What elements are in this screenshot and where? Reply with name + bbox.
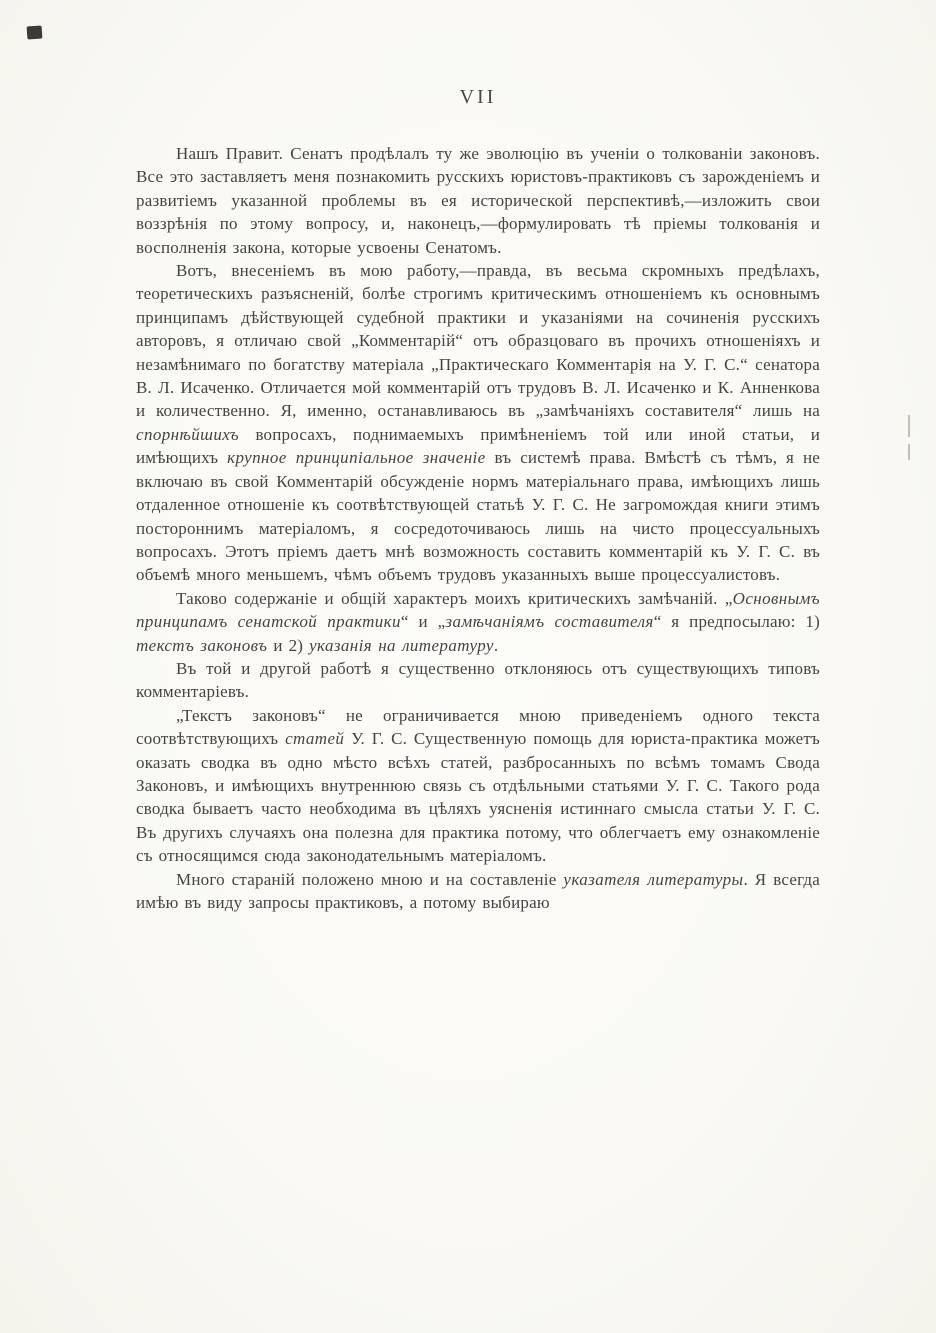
text-run: . Я всегда имѣю въ виду запросы практиковъ, а потому выбираю	[136, 869, 821, 912]
body-text	[136, 142, 820, 914]
text-run-italic: статей	[285, 729, 345, 749]
text-run: “ я предпосылаю: 1)	[653, 612, 820, 632]
text-run: и 2)	[267, 635, 310, 655]
paragraph	[136, 868, 820, 915]
page-number: VII	[459, 86, 497, 108]
paragraph	[136, 657, 820, 704]
text-run: Вотъ, внесеніемъ въ мою работу,—правда, въ весьма скромныхъ предѣлахъ, теоретическихъ разъясненій, болѣе строгимъ критическимъ отношеніемъ къ основнымъ принципамъ дѣйствующей судебной практики и указаніями на сочиненія русскихъ авторовъ, я отличаю свой „Комментарій“ отъ образцоваго въ прочихъ отношеніяхъ и незамѣнимаго по богатству матеріала „Практическаго Комментарія на У. Г. С.“ сенатора В. Л. Исаченко. Отличается мой комментарій отъ трудовъ В. Л. Исаченко и К. Анненкова и количественно. Я, именно, останавливаюсь въ „замѣчаніяхъ составителя“ лишь на	[136, 261, 820, 421]
text-run: въ системѣ права. Вмѣстѣ съ тѣмъ, я не включаю въ свой Комментарій обсужденіе нормъ матеріальнаго права, имѣющихъ лишь отдаленное отношеніе къ соотвѣтствующей статьѣ У. Г. С. Не загромождая книги этимъ постороннимъ матеріаломъ, я сосредоточиваюсь лишь на чисто процессуальныхъ вопросахъ. Этотъ пріемъ даетъ мнѣ возможность составить комментарій къ У. Г. С. въ объемѣ много меньшемъ, чѣмъ объемъ трудовъ указанныхъ выше процессуалистовъ.	[136, 448, 820, 585]
text-run: „Текстъ законовъ“ не ограничивается мною приведеніемъ одного текста соотвѣтствующихъ	[136, 705, 820, 749]
text-run-italic: замѣчаніямъ составителя	[445, 612, 654, 632]
text-run-italic: крупное принципіальное значеніе	[227, 448, 486, 468]
text-run: Въ той и другой работѣ я существенно отклоняюсь отъ существующихъ типовъ комментаріевъ.	[136, 658, 820, 702]
text-run: вопросахъ, поднимаемыхъ примѣненіемъ той или иной статьи, и имѣющихъ	[136, 424, 820, 468]
text-run: Таково содержаніе и общій характеръ моихъ критическихъ замѣчаній. „	[176, 588, 733, 608]
text-run-italic: спорнѣйшихъ	[136, 424, 239, 444]
text-run: “ и „	[400, 612, 446, 632]
text-run-italic: текстъ законовъ	[136, 635, 268, 655]
scan-artifact-blot	[27, 25, 43, 39]
text-run: Нашъ Правит. Сенатъ продѣлалъ ту же эволюцію въ ученіи о толкованіи законовъ. Все это заставляетъ меня познакомить русскихъ юристовъ-практиковъ съ зарожденіемъ и развитіемъ указанной проблемы въ ея исторической перспективѣ,—изложить свои воззрѣнія по этому вопросу, и, наконецъ,—формулировать тѣ пріемы толкованія и восполненія закона, которые усвоены Сенатомъ.	[136, 144, 820, 257]
scan-artifact-edge-mark	[908, 415, 910, 437]
scan-artifact-edge-mark	[908, 444, 910, 460]
paragraph	[136, 587, 820, 657]
text-run-italic: указанія на литературу	[309, 635, 494, 655]
text-run: .	[493, 635, 499, 655]
text-run: У. Г. С. Существенную помощь для юриста-практика можетъ оказать сводка въ одно мѣсто всѣхъ статей, разбросанныхъ по всѣмъ томамъ Свода Законовъ, и имѣющихъ внутреннюю связь съ отдѣльными статьями У. Г. С. Такого рода сводка бываетъ часто необходима въ цѣляхъ уясненія истиннаго смысла статьи У. Г. С. Въ другихъ случаяхъ она полезна для практика потому, что облегчаетъ ему ознакомленіе съ относящимся сюда законодательнымъ матеріаломъ.	[136, 729, 820, 866]
paragraph	[136, 259, 820, 587]
text-run-italic: указателя литературы	[563, 869, 744, 889]
text-run-italic: Основнымъ принципамъ сенатской практики	[136, 588, 820, 632]
paragraph	[136, 142, 820, 259]
paragraph	[136, 704, 820, 868]
text-run: Много стараній положено мною и на составленіе	[176, 869, 564, 889]
